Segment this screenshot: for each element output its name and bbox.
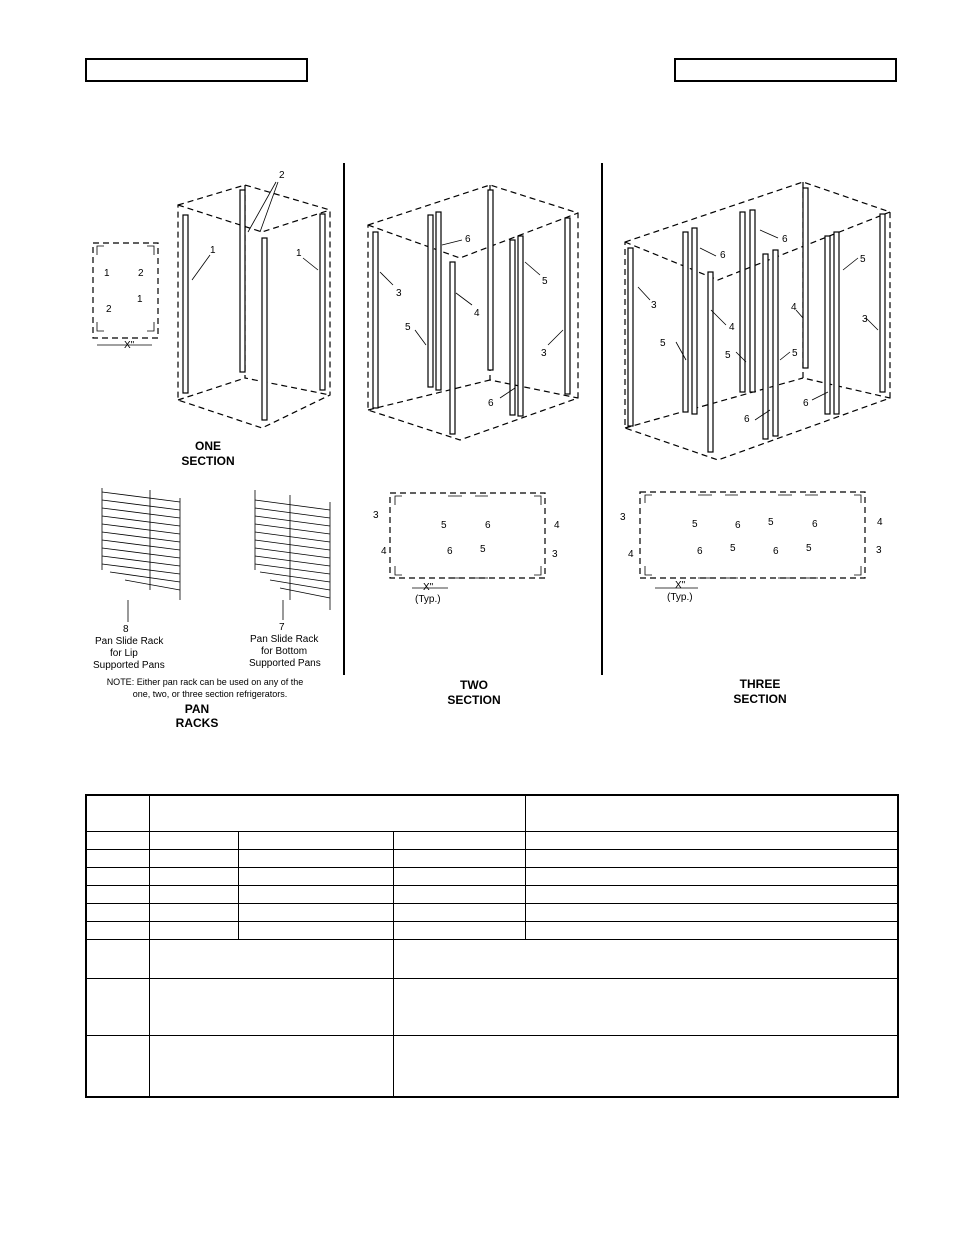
rack7-num: 7 (279, 622, 285, 633)
pan-rack-8 (102, 488, 180, 622)
three-cab-num-3b: 3 (651, 300, 657, 311)
three-plan-dim-x: X" (675, 580, 686, 591)
three-caption-line1: THREE (739, 677, 781, 691)
two-section-plan (373, 493, 560, 605)
table-row (86, 1035, 898, 1097)
three-plan-num-4b: 4 (628, 549, 634, 560)
two-plan-num-5a: 5 (441, 520, 447, 531)
table-row (86, 867, 898, 885)
two-plan-num-6b: 6 (447, 546, 453, 557)
table-row (86, 885, 898, 903)
rack8-line3: Supported Pans (93, 660, 165, 671)
one-cab-num-1a: 1 (210, 245, 216, 256)
one-plan-num-2b: 2 (106, 304, 112, 315)
one-plan-num-1b: 1 (137, 294, 143, 305)
three-plan-num-3b: 3 (876, 545, 882, 556)
two-cab-num-5b: 5 (405, 322, 411, 333)
two-section-cabinet (368, 185, 578, 440)
table-row (86, 795, 898, 831)
table-row (86, 849, 898, 867)
two-cab-num-6b: 6 (488, 398, 494, 409)
table-row (86, 831, 898, 849)
rack8-line2: for Lip (110, 648, 138, 659)
three-plan-num-5a: 5 (692, 519, 698, 530)
three-cab-num-5c: 5 (725, 350, 731, 361)
header-box-right (674, 58, 897, 82)
two-plan-num-4a: 4 (554, 520, 560, 531)
two-plan-num-4b: 4 (381, 546, 387, 557)
parts-table (85, 794, 899, 1098)
three-cab-num-5d: 5 (792, 348, 798, 359)
two-caption-line2: SECTION (447, 693, 501, 707)
one-caption-line1: ONE (194, 439, 222, 453)
one-caption-line2: SECTION (181, 454, 235, 468)
three-plan-num-6c: 6 (697, 546, 703, 557)
two-plan-num-5b: 5 (480, 544, 486, 555)
three-cab-num-4a: 4 (729, 322, 735, 333)
two-plan-dim-typ: (Typ.) (415, 594, 441, 605)
three-caption-line2: SECTION (733, 692, 787, 706)
table-row (86, 903, 898, 921)
rack8-line1: Pan Slide Rack (95, 636, 164, 647)
three-cab-num-6b: 6 (782, 234, 788, 245)
two-plan-num-3a: 3 (373, 510, 379, 521)
one-plan-dim-x: X" (124, 340, 135, 351)
one-section-plan (93, 243, 158, 351)
two-cab-num-6a: 6 (465, 234, 471, 245)
header-box-left (85, 58, 308, 82)
two-plan-dim-x: X" (423, 582, 434, 593)
rack7-line1: Pan Slide Rack (250, 634, 319, 645)
three-section-plan (620, 492, 883, 603)
rack7-line2: for Bottom (261, 646, 308, 657)
one-cab-num-1b: 1 (296, 248, 302, 259)
three-cab-num-3a: 3 (862, 314, 868, 325)
table-row (86, 939, 898, 978)
three-plan-num-3a: 3 (620, 512, 626, 523)
three-cab-num-5b: 5 (660, 338, 666, 349)
rack7-line3: Supported Pans (249, 658, 321, 669)
three-cab-num-6d: 6 (744, 414, 750, 425)
three-plan-num-5b: 5 (768, 517, 774, 528)
three-plan-dim-typ: (Typ.) (667, 592, 693, 603)
three-plan-num-6b: 6 (812, 519, 818, 530)
three-plan-num-5c: 5 (730, 543, 736, 554)
pan-rack-7 (255, 490, 330, 620)
three-plan-num-6a: 6 (735, 520, 741, 531)
three-cab-num-6a: 6 (720, 250, 726, 261)
three-plan-num-6d: 6 (773, 546, 779, 557)
one-plan-num-1a: 1 (104, 268, 110, 279)
two-cab-num-5a: 5 (542, 276, 548, 287)
three-cab-num-6c: 6 (803, 398, 809, 409)
three-plan-num-5d: 5 (806, 543, 812, 554)
two-cab-num-4: 4 (474, 308, 480, 319)
one-cab-num-2: 2 (279, 170, 285, 181)
one-plan-num-2a: 2 (138, 268, 144, 279)
table-row (86, 978, 898, 1035)
two-plan-num-6a: 6 (485, 520, 491, 531)
rack-assembly-figure (0, 150, 954, 745)
one-section-cabinet (178, 170, 330, 428)
pan-note-line2: one, two, or three section refrigerators. (132, 689, 288, 699)
pan-note-line1: NOTE: Either pan rack can be used on any of the (106, 677, 304, 687)
three-cab-num-4b: 4 (791, 302, 797, 313)
two-cab-num-3b: 3 (396, 288, 402, 299)
three-section-cabinet (625, 182, 890, 460)
table-row (86, 921, 898, 939)
rack8-num: 8 (123, 624, 129, 635)
two-plan-num-3b: 3 (552, 549, 558, 560)
pan-caption-line2: RACKS (175, 716, 219, 730)
three-plan-num-4a: 4 (877, 517, 883, 528)
two-cab-num-3a: 3 (541, 348, 547, 359)
two-caption-line1: TWO (460, 678, 488, 692)
pan-caption-line1: PAN (184, 702, 210, 716)
three-cab-num-5a: 5 (860, 254, 866, 265)
